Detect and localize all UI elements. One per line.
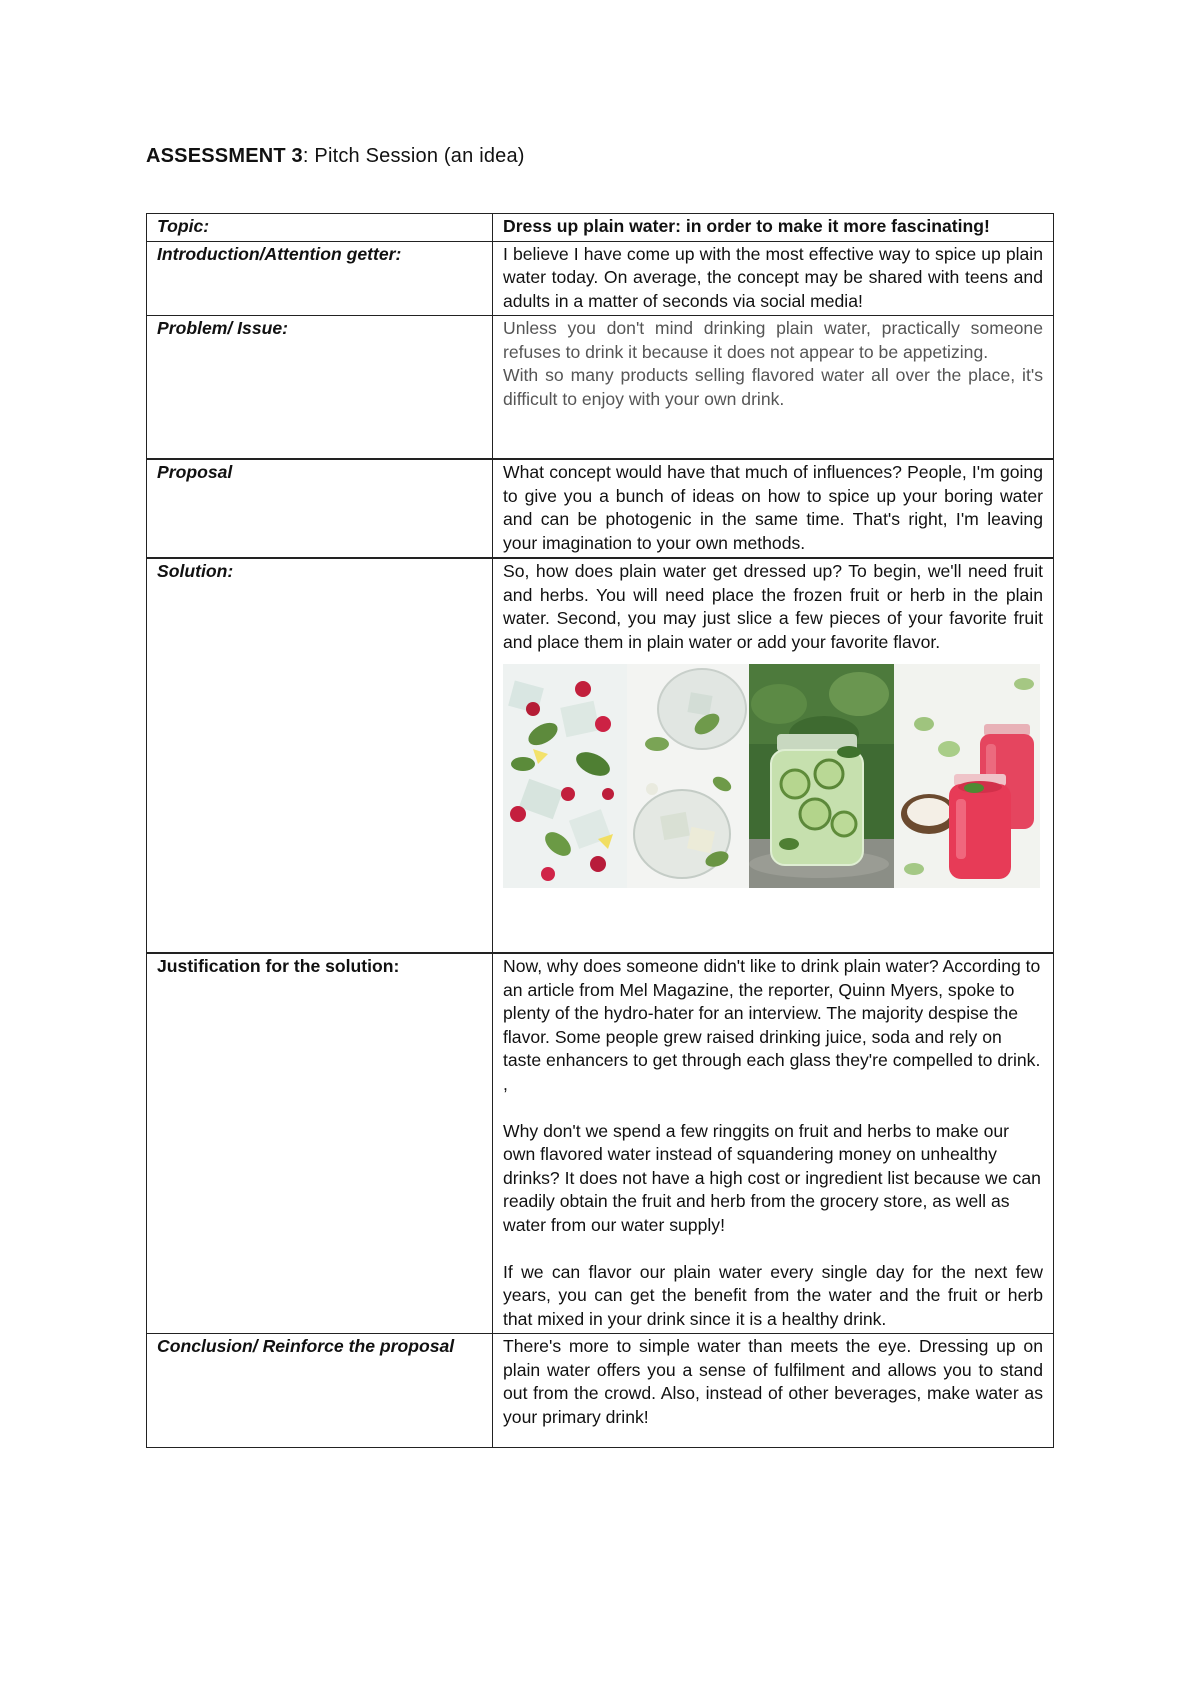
introduction-label: Introduction/Attention getter: [147, 241, 493, 316]
row-introduction [147, 241, 1054, 316]
justification-para-3: If we can flavor our plain water every single day for the next few years, you can get the benefit from the water and the fruit or herb that mixed in your drink since it is a healthy drink. [503, 1261, 1043, 1329]
proposal-label: Proposal [147, 459, 493, 558]
justification-para-2: Why don't we spend a few ringgits on fruit and herbs to make our own flavored water instead of squandering money on unhealthy drinks? It does not have a high cost or ingredient list because we can readily obtain the fruit and herb from the grocery store, as well as water from our water supply! [503, 1120, 1041, 1235]
justification-cell [493, 953, 1054, 1334]
solution-text: So, how does plain water get dressed up? To begin, we'll need fruit and herbs. You will need place the frozen fruit or herb in the plain water. Second, you may just slice a few pieces of your favorite fruit and place them in plain water or add your favorite flavor. [503, 561, 1043, 652]
infused-water-photos [503, 664, 1040, 888]
conclusion-text: There's more to simple water than meets the eye. Dressing up on plain water offers you a sense of fulfilment and allows you to stand out from the crowd. Also, instead of other beverages, make water as your primary drink! [493, 1334, 1054, 1448]
pitch-table [146, 213, 1054, 1448]
introduction-text: I believe I have come up with the most effective way to spice up plain water today. On average, the concept may be shared with teens and adults in a matter of seconds via social media! [493, 241, 1054, 316]
frozen-fruit-ice-cubes-photo [503, 664, 627, 888]
row-problem [147, 316, 1054, 460]
page-title [146, 145, 525, 168]
conclusion-label: Conclusion/ Reinforce the proposal [147, 1334, 493, 1448]
row-proposal [147, 459, 1054, 558]
row-justification [147, 953, 1054, 1334]
title-rest: : Pitch Session (an idea) [302, 145, 525, 167]
topic-text: Dress up plain water: in order to make it more fascinating! [493, 214, 1054, 242]
problem-text-1: Unless you don't mind drinking plain water, practically someone refuses to drink it because it does not appear to be appetizing. [503, 318, 1043, 362]
title-prefix: ASSESSMENT 3 [146, 145, 303, 167]
justification-label: Justification for the solution: [147, 953, 493, 1334]
watermelon-drink-jars-photo [894, 664, 1040, 888]
row-topic [147, 214, 1054, 242]
problem-label: Problem/ Issue: [147, 316, 493, 460]
topic-label: Topic: [147, 214, 493, 242]
solution-cell [493, 558, 1054, 953]
herb-ice-glass-photo [627, 664, 749, 888]
justification-para-1: Now, why does someone didn't like to drink plain water? According to an article from Mel Magazine, the reporter, Quinn Myers, spoke to plenty of the hydro-hater for an interview. The majority despise the flavor. Some people grew raised drinking juice, soda and rely on taste enhancers to get through each glass they're compelled to drink. , [503, 956, 1041, 1094]
problem-text-2: With so many products selling flavored water all over the place, it's difficult to enjoy with your own drink. [503, 365, 1043, 409]
problem-cell [493, 316, 1054, 460]
cucumber-water-jar-photo [749, 664, 894, 888]
proposal-text: What concept would have that much of influences? People, I'm going to give you a bunch of ideas on how to spice up your boring water and can be photogenic in the same time. That's right, I'm leaving your imagination to your own methods. [493, 459, 1054, 558]
solution-label: Solution: [147, 558, 493, 953]
row-conclusion [147, 1334, 1054, 1448]
row-solution [147, 558, 1054, 953]
